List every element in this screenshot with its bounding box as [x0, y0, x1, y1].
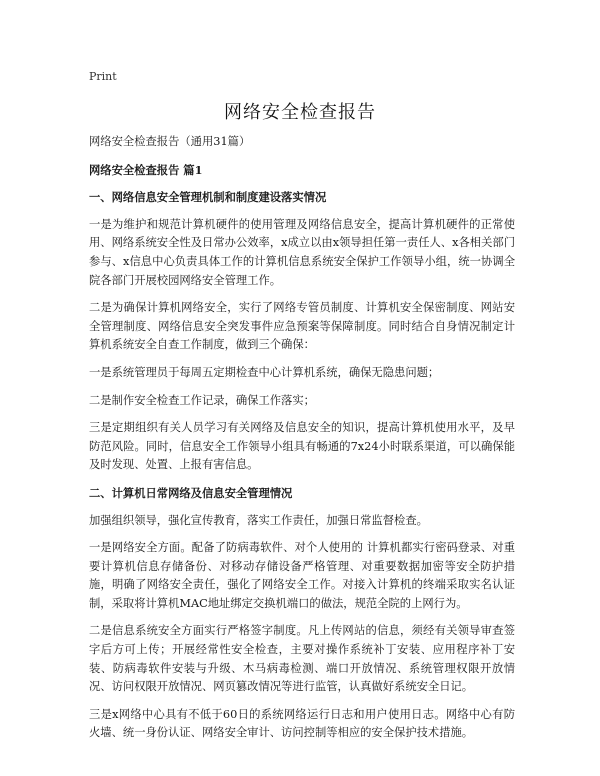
- subtitle: 网络安全检查报告（通用31篇）: [89, 135, 251, 148]
- paragraph: 一是网络安全方面。配备了防病毒软件、对个人使用的 计算机都实行密码登录、对重要计算机信息存储备份、对移动存储设备严格管理、对重要数据加密等安全防护措施，明确了网络安全责任，强化了网络安全工作。对接入计算机的终端采取实名认证制，采取将计算机MAC地址绑定交换机端口的做法，规范全院的上网行为。: [89, 541, 515, 610]
- paragraph: 一是为维护和规范计算机硬件的使用管理及网络信息安全，提高计算机硬件的正常使用、网络系统安全性及日常办公效率，x成立以由x领导担任第一责任人、x各相关部门参与、x信息中心负责具体工作的计算机信息系统安全保护工作领导小组，统一协调全院各部门开展校园网络安全管理工作。: [89, 217, 515, 287]
- document-body: [89, 133, 515, 752]
- paragraph: 二是信息系统安全方面实行严格签字制度。凡上传网站的信息，须经有关领导审查签字后方可上传；开展经常性安全检查，主要对操作系统补丁安装、应用程序补丁安装、防病毒软件安装与升级、木马病毒检测、端口开放情况、系统管理权限开放情况、访问权限开放情况、网页篡改情况等进行监管，认真做好系统安全日记。: [89, 624, 515, 694]
- section-1-heading: 一、网络信息安全管理机制和制度建设落实情况: [89, 190, 327, 205]
- paragraph: 三是x网络中心具有不低于60日的系统网络运行日志和用户使用日志。网络中心有防火墙、统一身份认证、网络安全审计、访问控制等相应的安全保护技术措施。: [89, 707, 515, 740]
- paragraph: 三是定期组织有关人员学习有关网络及信息安全的知识，提高计算机使用水平，及早防范风险。同时，信息安全工作领导小组具有畅通的7x24小时联系渠道，可以确保能及时发现、处置、上报有害信息。: [89, 421, 515, 472]
- print-label: Print: [89, 70, 117, 83]
- page-title: 网络安全检查报告: [224, 102, 376, 123]
- paragraph: 二是制作安全检查工作记录，确保工作落实；: [89, 393, 315, 407]
- paragraph: 二是为确保计算机网络安全，实行了网络专管员制度、计算机安全保密制度、网站安全管理制度、网络信息安全突发事件应急预案等保障制度。同时结合自身情况制定计算机系统安全自查工作制度，做到三个确保：: [89, 301, 515, 352]
- paragraph: 一是系统管理员于每周五定期检查中心计算机系统，确保无隐患问题；: [89, 365, 440, 379]
- paragraph: 加强组织领导，强化宣传教育，落实工作责任，加强日常监督检查。: [89, 513, 428, 527]
- article-heading: 网络安全检查报告 篇1: [89, 162, 203, 177]
- section-2-heading: 二、计算机日常网络及信息安全管理情况: [89, 485, 293, 500]
